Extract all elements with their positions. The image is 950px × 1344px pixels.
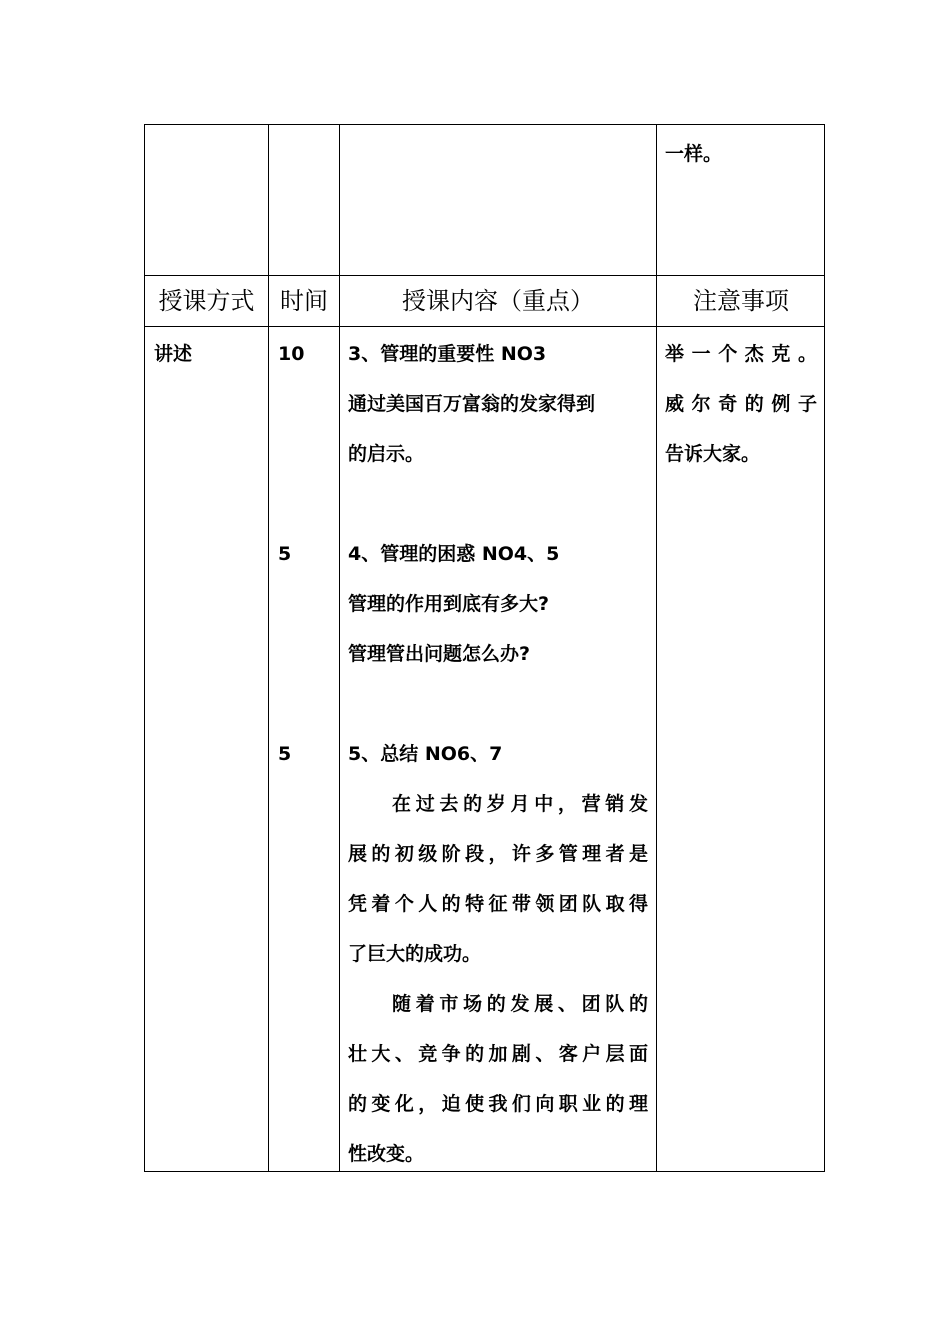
content-line: 的启示。: [348, 443, 425, 465]
section-title: 4、管理的困惑 NO4、5: [348, 543, 560, 565]
paragraph-line: 了巨大的成功。: [348, 943, 482, 965]
notes-line: 威尔奇的例子: [665, 393, 817, 415]
paragraph-line: 的变化，迫使我们向职业的理: [348, 1093, 648, 1115]
notes-cell: [665, 329, 817, 479]
section-title: 3、管理的重要性 NO3: [348, 343, 547, 365]
content-line: 通过美国百万富翁的发家得到: [348, 393, 596, 415]
spacer: [348, 479, 648, 529]
paragraph-line: 性改变。: [348, 1143, 425, 1165]
spacer: [348, 679, 648, 729]
time-value: 10: [278, 343, 305, 365]
header-time: 时间: [280, 287, 328, 315]
header-method: 授课方式: [158, 287, 255, 315]
paragraph-line: 展的初级阶段，许多管理者是: [348, 843, 648, 865]
paragraph-line: 在过去的岁月中，营销发: [392, 793, 648, 815]
time-value: 5: [278, 743, 292, 765]
header-notes: 注意事项: [693, 287, 789, 315]
notes-line: 举一个杰克。: [665, 343, 817, 365]
content-line: 管理管出问题怎么办?: [348, 643, 531, 665]
content-cell: [348, 329, 648, 1179]
lesson-plan-table: [144, 124, 825, 1172]
row-divider: [145, 326, 824, 327]
notes-line: 告诉大家。: [665, 443, 761, 465]
paragraph-line: 凭着个人的特征带领团队取得: [348, 893, 648, 915]
time-value: 5: [278, 543, 292, 565]
paragraph-line: 随着市场的发展、团队的: [392, 993, 648, 1015]
body-method: 讲述: [154, 343, 193, 365]
content-line: 管理的作用到底有多大?: [348, 593, 550, 615]
top-row-notes: 一样。: [665, 143, 723, 165]
section-title: 5、总结 NO6、7: [348, 743, 503, 765]
paragraph-line: 壮大、竞争的加剧、客户层面: [348, 1043, 648, 1065]
header-content: 授课内容（重点）: [402, 287, 594, 315]
